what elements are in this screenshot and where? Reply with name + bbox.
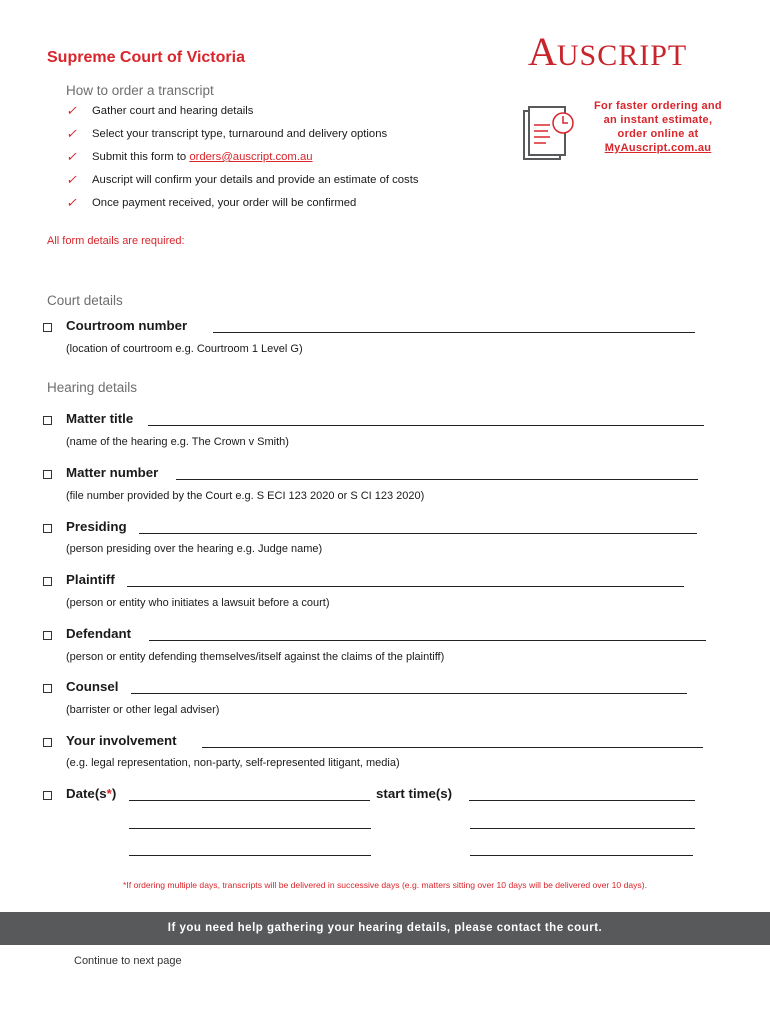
courtroom-field bbox=[43, 318, 703, 338]
page-title: Supreme Court of Victoria bbox=[47, 49, 245, 66]
dates-checkbox[interactable] bbox=[43, 791, 52, 800]
counsel-field bbox=[43, 679, 713, 699]
hearing-details-heading: Hearing details bbox=[47, 380, 138, 395]
courtroom-input-line[interactable] bbox=[213, 332, 695, 333]
plaintiff-hint: (person or entity who initiates a lawsuit before a court) bbox=[66, 597, 330, 609]
date-input-line-1[interactable] bbox=[129, 800, 370, 801]
courtroom-label: Courtroom number bbox=[66, 318, 188, 333]
list-item: ✓ Select your transcript type, turnaround and delivery options bbox=[66, 126, 388, 141]
required-note: All form details are required: bbox=[47, 235, 185, 247]
defendant-label: Defendant bbox=[66, 626, 132, 641]
document-clock-icon bbox=[520, 105, 580, 165]
instructions-heading: How to order a transcript bbox=[66, 83, 214, 98]
defendant-field bbox=[43, 626, 713, 646]
checkmark-icon: ✓ bbox=[66, 149, 77, 164]
matter-title-input-line[interactable] bbox=[148, 425, 704, 426]
plaintiff-field bbox=[43, 572, 713, 592]
matter-title-field bbox=[43, 411, 713, 431]
involvement-label: Your involvement bbox=[66, 733, 177, 748]
myauscript-link[interactable]: MyAuscript.com.au bbox=[604, 142, 712, 154]
defendant-checkbox[interactable] bbox=[43, 631, 52, 640]
presiding-label: Presiding bbox=[66, 519, 127, 534]
date-input-line-3[interactable] bbox=[129, 855, 371, 856]
involvement-hint: (e.g. legal representation, non-party, self-represented litigant, media) bbox=[66, 757, 400, 769]
start-time-input-line-3[interactable] bbox=[470, 855, 693, 856]
auscript-logo: AUSCRIPT bbox=[528, 29, 688, 74]
start-time-input-line-2[interactable] bbox=[470, 828, 695, 829]
matter-title-label: Matter title bbox=[66, 411, 134, 426]
checkmark-icon: ✓ bbox=[66, 195, 77, 210]
list-item: ✓ Gather court and hearing details bbox=[66, 103, 254, 118]
counsel-hint: (barrister or other legal adviser) bbox=[66, 704, 220, 716]
email-link[interactable]: orders@auscript.com.au bbox=[189, 151, 313, 163]
presiding-hint: (person presiding over the hearing e.g. Judge name) bbox=[66, 543, 323, 555]
start-time-input-line-1[interactable] bbox=[469, 800, 695, 801]
presiding-field bbox=[43, 519, 713, 539]
matter-title-checkbox[interactable] bbox=[43, 416, 52, 425]
matter-number-field bbox=[43, 465, 713, 485]
checkmark-icon: ✓ bbox=[66, 126, 77, 141]
matter-title-hint: (name of the hearing e.g. The Crown v Smith) bbox=[66, 436, 289, 448]
defendant-input-line[interactable] bbox=[149, 640, 706, 641]
matter-number-hint: (file number provided by the Court e.g. S ECI 123 2020 or S CI 123 2020) bbox=[66, 490, 425, 502]
dates-field bbox=[43, 786, 713, 806]
involvement-checkbox[interactable] bbox=[43, 738, 52, 747]
checkmark-icon: ✓ bbox=[66, 172, 77, 187]
counsel-label: Counsel bbox=[66, 679, 119, 694]
list-item: ✓ Auscript will confirm your details and provide an estimate of costs bbox=[66, 172, 419, 187]
courtroom-hint: (location of courtroom e.g. Courtroom 1 Level G) bbox=[66, 343, 303, 355]
presiding-input-line[interactable] bbox=[139, 533, 697, 534]
matter-number-input-line[interactable] bbox=[176, 479, 698, 480]
continue-note: Continue to next page bbox=[74, 955, 182, 967]
checkmark-icon: ✓ bbox=[66, 103, 77, 118]
list-item: ✓ Once payment received, your order will be confirmed bbox=[66, 195, 357, 210]
defendant-hint: (person or entity defending themselves/itself against the claims of the plaintiff) bbox=[66, 651, 445, 663]
start-time-label: start time(s) bbox=[376, 786, 453, 801]
counsel-input-line[interactable] bbox=[131, 693, 687, 694]
involvement-input-line[interactable] bbox=[202, 747, 703, 748]
court-details-heading: Court details bbox=[47, 293, 123, 308]
counsel-checkbox[interactable] bbox=[43, 684, 52, 693]
plaintiff-label: Plaintiff bbox=[66, 572, 115, 587]
dates-label: Date(s*) bbox=[66, 786, 117, 801]
date-input-line-2[interactable] bbox=[129, 828, 371, 829]
plaintiff-checkbox[interactable] bbox=[43, 577, 52, 586]
presiding-checkbox[interactable] bbox=[43, 524, 52, 533]
matter-number-checkbox[interactable] bbox=[43, 470, 52, 479]
plaintiff-input-line[interactable] bbox=[127, 586, 684, 587]
involvement-field bbox=[43, 733, 713, 753]
list-item: ✓ Submit this form to orders@auscript.com.au bbox=[66, 149, 313, 164]
courtroom-checkbox[interactable] bbox=[43, 323, 52, 332]
promo-text: For faster ordering and an instant estimate, order online at MyAuscript.com.au bbox=[585, 99, 731, 155]
help-banner: If you need help gathering your hearing details, please contact the court. bbox=[0, 912, 770, 945]
multiple-days-footnote: *If ordering multiple days, transcripts will be delivered in successive days (e.g. matters sitting over 10 days will be delivered over 10 days). bbox=[123, 880, 647, 890]
instructions-list bbox=[66, 105, 419, 220]
matter-number-label: Matter number bbox=[66, 465, 159, 480]
